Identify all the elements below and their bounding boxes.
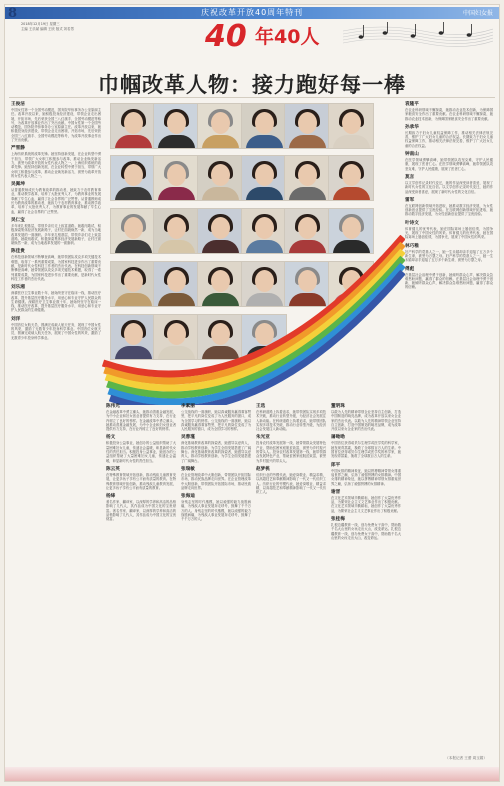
article-block-name: 张瑞敏 — [181, 466, 195, 472]
article-block — [256, 403, 326, 431]
article-block — [106, 403, 176, 431]
article-block-name: 孙承华 — [405, 124, 419, 130]
article-block — [331, 489, 401, 513]
article-block-name: 严雪静 — [11, 146, 25, 152]
article-block-name: 莫言 — [405, 174, 415, 180]
article-block-text: 妇产科学的奠基人之一，她一生未婚却亲手迎接了五万多个新生命，被誉为万婴之母。妇产科学的奠基人之一，她一生未婚却亲手迎接了五万多个新生命，被誉为万婴之母。 — [405, 249, 493, 263]
article-block-name: 刘洋 — [11, 316, 21, 322]
article-block — [331, 403, 401, 431]
article-block-text: 中国首位女航天员，圆满完成载人航天任务，展现了中国女性的风采，激励了无数青少年投身科学事业。中国首位女航天员，圆满完成载人航天任务，展现了中国女性的风采，激励了无数青少年投身科学事业。 — [11, 322, 101, 340]
article-block-text: 纺织行业的劳模代表，她爱岗敬业、精益求精，以高超技艺和奉献精神影响了一代又一代纺织工人。纺织行业的劳模代表，她爱岗敬业、精益求精，以高超技艺和奉献精神影响了一代又一代纺织工人。 — [256, 472, 326, 495]
article-block-name: 雷军 — [405, 197, 415, 203]
article-block-text: 以文学创作记录时代变迁，她的作品深受读者喜爱，展现了新时代女性的文化自信。以文学创作记录时代变迁，她的作品深受读者喜爱，展现了新时代女性的文化自信。 — [405, 180, 493, 194]
article-block-name: 郎平 — [331, 462, 341, 468]
article-block-name: 王选 — [256, 404, 266, 409]
article-block-text: 在科技创新领域不断攀登高峰，她带领团队攻克多项关键技术难题，取得了一系列重要成果，为国家科技进步作出了重要贡献，是新时代女性科技工作者的杰出代表。在科技创新领域不断攀登高峰，她带领团队攻克多项关键技术难题，取得了一系列重要成果，为国家科技进步作出了重要贡献，是新时代女性科技工作者的杰出代表。 — [11, 255, 101, 281]
article-block-text: 在科研道路上执着追求，她带领团队实现多项技术突破，推动行业转型升级，为经济社会发展注入新动能。在科研道路上执着追求，她带领团队实现多项技术突破，推动行业转型升级，为经济社会发展注入新动能。 — [256, 410, 326, 432]
article-block-text: 在基层社会治理中勇于创新，她倾听群众心声，解决群众急难愁盼问题，赢得了群众的信赖。在基层社会治理中勇于创新，她倾听群众心声，解决群众急难愁盼问题，赢得了群众的信赖。 — [405, 272, 493, 290]
article-block-name: 谢晋 — [331, 489, 341, 495]
rainbow-graphic — [101, 235, 405, 405]
article-block — [11, 181, 101, 214]
article-block-name: 吴佩坤 — [11, 182, 25, 188]
date-line: 2018年12月19日 星期三 — [21, 22, 60, 26]
portrait-photo — [284, 103, 330, 149]
article-block-text: 深化基础教育改革的探索者，她倡导以爱育人，推动学校教育创新，为学生全面发展搭建了广阔舞台。深化基础教育改革的探索者，她倡导以爱育人，推动学校教育创新，为学生全面发展搭建了广阔舞台。 — [181, 441, 251, 463]
masthead — [5, 5, 499, 61]
article-block-text: 在互联网创新领域开拓进取，她推动数字经济发展，为女性创新创业提供了宝贵经验。在互联网创新领域开拓进取，她推动数字经济发展，为女性创新创业提供了宝贵经验。 — [405, 203, 493, 217]
portrait-photo — [153, 103, 199, 149]
music-notes-icon — [343, 21, 493, 57]
article-block-text: 身残志坚的时代楷模，她以顽强的毅力战胜病痛，为残疾人事业发展奔走呼号，鼓舞了千千万万的人。身残志坚的时代楷模，她以顽强的毅力战胜病痛，为残疾人事业发展奔走呼号，鼓舞了千千万万的人。 — [181, 500, 251, 522]
article-block-text: 中国首位获得诺贝尔生理学或医学奖的科学家，她发现青蒿素，挽救了全球数百万人的生命。中国首位获得诺贝尔生理学或医学奖的科学家，她发现青蒿素，挽救了全球数百万人的生命。 — [331, 441, 401, 459]
article-column-far-right — [405, 101, 493, 773]
article-block — [405, 151, 493, 171]
article-block-text: 从普通教师成长为教育改革的推动者，她致力于农村教育事业，推动教学改革，培养了大批优秀人才，为教育事业的发展奉献了毕生心血，赢得了社会各界的广泛赞誉。从普通教师成长为教育改革的推动者，她致力于农村教育事业，推动教学改革，培养了大批优秀人才，为教育事业的发展奉献了毕生心血，赢得了社会各界的广泛赞誉。 — [11, 188, 101, 214]
article-block — [106, 493, 176, 521]
article-block-text: 深耕医疗卫生事业数十年，她始终坚守在临床一线，推动医疗改革，提升基层医疗服务水平，用爱心和专业守护人民群众的生命健康。深耕医疗卫生事业数十年，她始终坚守在临床一线，推动医疗改革，提升基层医疗服务水平，用爱心和专业守护人民群众的生命健康。 — [11, 291, 101, 313]
article-block-name: 吴仁宝 — [11, 217, 25, 223]
article-block — [11, 316, 101, 340]
logo-number: 40 — [205, 19, 247, 54]
article-block — [331, 516, 401, 540]
portrait-photo — [284, 155, 330, 201]
article-block-text: 中国女排的精神象征，她以拼搏精神带领女排重返世界之巅，弘扬了顽强拼搏的女排精神。中国女排的精神象征，她以拼搏精神带领女排重返世界之巅，弘扬了顽强拼搏的女排精神。 — [331, 468, 401, 486]
article-block — [181, 493, 251, 521]
article-block — [405, 124, 493, 148]
article-block-name: 吴蓉瑾 — [181, 435, 195, 441]
article-block — [331, 462, 401, 486]
portrait-photo — [328, 103, 374, 149]
article-block-text: 上海纺织系统的改革先锋。她坚持创新发展，在企业转型中勇于担当，带领广大女职工积极参与改革，推动企业焕发新活力，被誉为改革开放的女性代表人物之一。上海纺织系统的改革先锋。她坚持创新发展，在企业转型中勇于担当，带领广大女职工积极参与改革，推动企业焕发新活力，被誉为改革开放的女性代表人物之一。 — [11, 152, 101, 178]
article-block — [405, 243, 493, 263]
article-block-name: 杨文 — [106, 435, 116, 441]
article-block-text: 在企业管理改革中大胆创新，带领团队开拓国际市场，推动民族品牌走向世界。在企业管理改革中大胆创新，带领团队开拓国际市场，推动民族品牌走向世界。 — [181, 472, 251, 490]
article-block-name: 张海迪 — [181, 494, 195, 500]
special-title: 庆祝改革开放40周年特刊 — [201, 8, 304, 17]
article-block — [405, 220, 493, 240]
article-block-name: 傅彪 — [405, 266, 415, 272]
portrait-photo — [197, 155, 243, 201]
article-block-text: 在文化艺术领域辛勤耕耘，她创作了大量优秀作品，为繁荣社会主义文艺事业作出了积极贡献。在文化艺术领域辛勤耕耘，她创作了大量优秀作品，为繁荣社会主义文艺事业作出了积极贡献。 — [331, 495, 401, 513]
bottom-decoration — [5, 767, 499, 781]
byline-credit: （本报记者 王蕾 周玉娟） — [445, 756, 487, 760]
portrait-photo — [241, 103, 287, 149]
article-block — [11, 145, 101, 178]
article-block-text: 投身农村改革发展第一线，她带领群众发展特色产业，帮助贫困家庭脱贫致富，被誉为乡村振兴的带头人。投身农村改革发展第一线，她带领群众发展特色产业，帮助贫困家庭脱贫致富，被誉为乡村振兴的带头人。 — [256, 441, 326, 463]
article-block — [256, 466, 326, 494]
portrait-photo — [110, 103, 156, 149]
article-block-name: 林巧稚 — [405, 243, 419, 249]
article-block-text: 扎根边疆教育一线，创办免费女子高中，帮助数千名大山里的女孩走出大山，改变命运。扎根边疆教育一线，创办免费女子高中，帮助数千名大山里的女孩走出大山，改变命运。 — [331, 523, 401, 540]
article-block — [181, 403, 251, 431]
article-column-left — [11, 101, 101, 773]
article-block-text: 中国女性第一个全国劳动模范，国务院华侨事务办公室原副主任。改革开放以来，她积极投身经济建设，带领企业走出困境，开拓市场，先后荣获全国三八红旗手、全国劳动模范等称号，为改革开放事业作出了突出贡献。中国女性第一个全国劳动模范，国务院华侨事务办公室原副主任。改革开放以来，她积极投身经济建设，带领企业走出困境，开拓市场，先后荣获全国三八红旗手、全国劳动模范等称号，为改革开放事业作出了突出贡献。 — [11, 108, 101, 143]
portrait-photo — [241, 155, 287, 201]
article-column-right-a — [256, 403, 326, 773]
portrait-photo — [197, 103, 243, 149]
article-block — [11, 284, 101, 312]
article-block-text: 体育健儿的优秀代表，她在国际赛场上屡创佳绩，为国争光，展现了中国女性的风采。体育健儿的优秀代表，她在国际赛场上屡创佳绩，为国争光，展现了中国女性的风采。 — [405, 226, 493, 240]
newspaper-page — [4, 4, 500, 782]
article-block-name: 张桂梅 — [331, 517, 345, 523]
article-block — [405, 174, 493, 194]
article-block-name: 杨绛 — [106, 494, 116, 500]
article-block-name: 王俊洁 — [11, 102, 25, 107]
article-block-name: 李素丽 — [181, 404, 195, 409]
article-block — [405, 197, 493, 217]
portrait-photo — [328, 155, 374, 201]
article-block-text: 在特殊教育领域开拓创新，推动残疾儿童教育发展，让更多孩子享有公平而有质量的教育。在特殊教育领域开拓创新，推动残疾儿童教育发展，让更多孩子享有公平而有质量的教育。 — [106, 472, 176, 490]
article-block — [11, 217, 101, 245]
article-block — [11, 101, 101, 142]
article-block-name: 屠呦呦 — [331, 435, 345, 441]
article-block-name: 朱光亚 — [256, 435, 270, 441]
article-block — [405, 101, 493, 121]
article-block-text: 著名作家、翻译家，以深厚的学养和高洁的品格影响了几代人，其作品成为中国文化的宝贵财富。著名作家、翻译家，以深厚的学养和高洁的品格影响了几代人，其作品成为中国文化的宝贵财富。 — [106, 500, 176, 522]
article-block-name: 刘乐湘 — [11, 285, 25, 291]
article-block — [106, 434, 176, 462]
article-block-text: 在金融改革中勇立潮头，她推动普惠金融发展，为中小企业和妇女创业者提供有力支持，在行业内树立了良好的榜样。在金融改革中勇立潮头，她推动普惠金融发展，为中小企业和妇女创业者提供有力支持，在行业内树立了良好的榜样。 — [106, 410, 176, 432]
article-block-name: 袁隆平 — [405, 102, 419, 107]
article-block — [331, 434, 401, 458]
article-block-name: 钟南山 — [405, 152, 419, 158]
article-block — [405, 266, 493, 290]
portrait-photo — [110, 155, 156, 201]
article-block — [106, 466, 176, 490]
article-column-right-b — [331, 403, 401, 773]
article-column-middle-a — [106, 403, 176, 773]
article-block-name: 陈佳贵 — [11, 249, 25, 255]
article-column-middle-b — [181, 403, 251, 773]
article-block-name: 董明珠 — [331, 404, 345, 409]
logo-text: 年40人 — [255, 26, 320, 48]
article-block-text: 在医学领域勇攀高峰，她带领团队攻坚克难，守护人民健康，展现了医者仁心。在医学领域勇攀高峰，她带领团队攻坚克难，守护人民健康，展现了医者仁心。 — [405, 158, 493, 171]
article-block-text: 在农业科研领域不懈探索，她推动农业技术创新，为保障国家粮食安全作出了重要贡献。在农业科研领域不懈探索，她推动农业技术创新，为保障国家粮食安全作出了重要贡献。 — [405, 108, 493, 121]
editor-line: 主编 王乐斌 编辑 王欣 版式 刘若男 — [21, 27, 74, 31]
article-block-text: 公交战线的一面旗帜，她以真诚服务赢得乘客赞誉，把平凡的岗位变成了为人民服务的窗口，成为全国学习的榜样。公交战线的一面旗帜，她以真诚服务赢得乘客赞誉，把平凡的岗位变成了为人民服务的窗口，成为全国学习的榜样。 — [181, 410, 251, 432]
page-headline: 巾帼改革人物：接力跑好每一棒 — [98, 72, 406, 97]
paper-name: 中国妇女报 — [462, 10, 493, 17]
portrait-photo — [153, 155, 199, 201]
article-block-text: 长期致力于妇女儿童权益保障工作，推动相关法律法规完善，维护了广大妇女儿童的合法权益。长期致力于妇女儿童权益保障工作，推动相关法律法规完善，维护了广大妇女儿童的合法权益。 — [405, 130, 493, 148]
article-block-text: 积极投身公益事业，她创办的公益组织帮助了大量困难妇女儿童，传递社会温暖，彰显新时代女性的责任担当。积极投身公益事业，她创办的公益组织帮助了大量困难妇女儿童，传递社会温暖，彰显新时代女性的责任担当。 — [106, 441, 176, 463]
divider — [9, 97, 495, 98]
article-block-name: 叶诗文 — [405, 220, 419, 226]
article-block-name: 陈云英 — [106, 466, 120, 472]
page-number: 8 — [8, 6, 18, 21]
article-block-name: 陈伟光 — [106, 404, 120, 409]
article-block — [11, 248, 101, 281]
article-block-text: 以敢为人先的精神带领企业坚持自主创新，打造中国制造的响亮品牌，成为改革开放以来女企业家的杰出代表。以敢为人先的精神带领企业坚持自主创新，打造中国制造的响亮品牌，成为改革开放以来女企业家的杰出代表。 — [331, 410, 401, 432]
article-block — [181, 434, 251, 462]
article-block-text: 多年来扎根基层，带领乡亲们走上致富道路。她敢闯敢试，积极探索集体经济发展新路子，让村庄面貌焕然一新，成为当地改革发展的一面旗帜。多年来扎根基层，带领乡亲们走上致富道路。她敢闯敢试，积极探索集体经济发展新路子，让村庄面貌焕然一新，成为当地改革发展的一面旗帜。 — [11, 223, 101, 246]
anniversary-logo — [205, 20, 335, 54]
article-block-name: 赵梦桃 — [256, 466, 270, 472]
article-block — [181, 466, 251, 490]
article-block — [256, 434, 326, 462]
